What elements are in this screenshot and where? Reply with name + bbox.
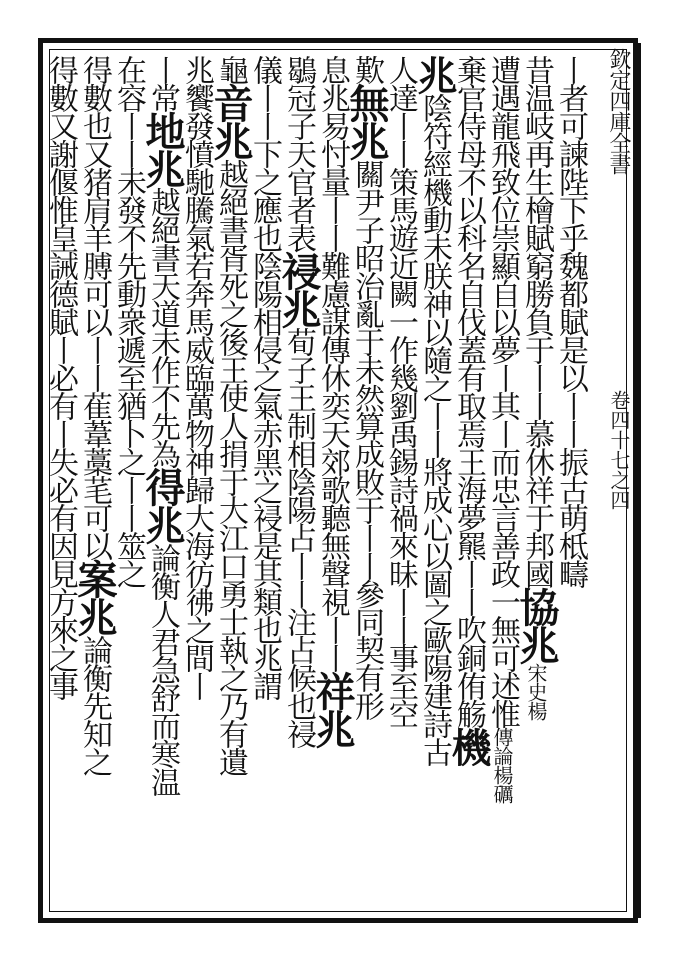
text-segment: 鶡冠子天官者表	[281, 55, 316, 251]
text-segment: 荀子王制相陰陽占丨丨注占候也祲	[281, 327, 316, 747]
text-column	[275, 55, 322, 915]
headword: 祲兆	[275, 251, 322, 327]
text-segment: 昔温岐再生檜賦窮勝負于丨丨慕休祥于邦國	[519, 55, 554, 587]
text-segment: 遞至猶卜之丨丨筮之	[111, 335, 146, 587]
text-segment: 陰符經機動未朕神以隨之丨丨將成心以圖之歐陽建詩古	[417, 93, 452, 765]
text-segment: 儀丨丨下之應也	[247, 55, 282, 251]
text-segment: 論衡先知之	[77, 635, 112, 775]
text-column	[411, 55, 458, 915]
text-segment: 容丨丨未發不先動衆	[111, 83, 146, 335]
headword: 兆	[411, 55, 458, 93]
text-segment: 得數又謝偃惟皇誡德賦丨必有丨失必有因	[43, 55, 78, 559]
text-segment: 關尹子昭治亂于未然算成敗于丨丨參同契有形	[349, 159, 384, 719]
headword: 協兆	[513, 587, 560, 663]
text-segment: 論衡人君急舒而寒温	[145, 543, 180, 795]
text-segment: 得數也又猪肩羊膊可以丨丨萑葦藁芼可以	[77, 55, 112, 559]
margin-volume: 卷四十七之四	[607, 390, 631, 510]
text-segment: 遭遇龍飛致位崇顯自以夢丨其丨而忠言善政一無可述惟	[485, 55, 520, 727]
headword: 機	[445, 727, 492, 765]
text-segment: 丨常	[145, 55, 180, 111]
text-segment: 人達丨丨策馬遊近闕一作幾劉禹錫詩禍來昧丨丨事至空	[383, 55, 418, 727]
text-column	[550, 55, 590, 915]
text-segment: 兆饗發憤馳騰氣若奔馬威臨萬物神歸大海彷彿之間丨	[179, 55, 214, 699]
text-segment: 在	[111, 55, 146, 83]
text-segment: 越絕書胥死之後王使人捐于大江口勇士執之乃有遺	[213, 159, 248, 775]
text-segment: 歎	[349, 55, 384, 83]
text-column	[244, 55, 284, 915]
text-column	[309, 55, 356, 915]
text-segment: 兆易忖量丨丨難慮謀傳休奕天郊歌聽無聲視丨丨	[315, 83, 350, 671]
text-segment: 見方來之事	[43, 559, 78, 699]
text-segment: 息	[315, 55, 350, 83]
text-segment: 宋史楊	[524, 663, 548, 720]
text-column	[380, 55, 420, 915]
text-column	[207, 55, 254, 915]
text-column	[139, 55, 186, 915]
headword: 音兆	[207, 83, 254, 159]
text-column	[343, 55, 390, 915]
text-column	[71, 55, 118, 915]
fold-spine	[635, 43, 641, 918]
headword: 得兆	[139, 467, 186, 543]
text-column	[513, 55, 560, 915]
text-segment: 越絕書天道未作不先為	[145, 187, 180, 467]
margin-title: 欽定四庫全書	[606, 48, 631, 174]
text-segment: 龜	[213, 55, 248, 83]
text-segment: 傳論楊礪	[490, 727, 514, 803]
text-column	[40, 55, 80, 915]
headword: 祥兆	[309, 671, 356, 747]
text-column	[482, 55, 522, 915]
text-column	[445, 55, 492, 915]
text-segment: 陰陽相侵之氣赤黑之祲是其類也兆謂	[247, 251, 282, 699]
text-segment: 棄官侍母不以科名自伐蓋有取焉王海夢羆丨丨吹銅侑觞	[451, 55, 486, 727]
headword: 地兆	[139, 111, 186, 187]
text-column	[108, 55, 148, 915]
headword: 無兆	[343, 83, 390, 159]
headword: 案兆	[71, 559, 118, 635]
text-segment: 丨者可諫陛下乎魏都賦是以丨丨振古萌柢疇	[553, 55, 588, 587]
